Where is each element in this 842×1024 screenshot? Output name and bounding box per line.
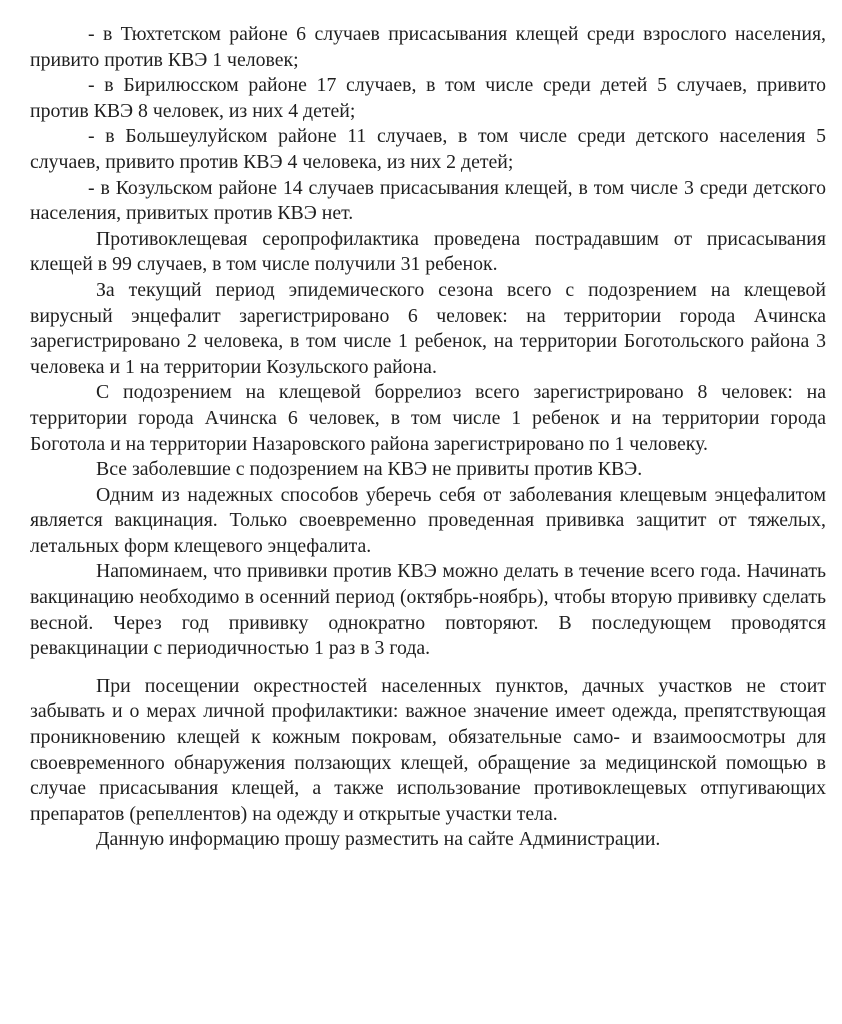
paragraph-vaccination-importance: Одним из надежных способов уберечь себя от заболевания клещевым энцефалитом является вакцинация. Только своевременно проведенная прививка защитит от тяжелых, летальных форм клещевого энцефалита. bbox=[30, 483, 826, 557]
paragraph-vaccination-schedule: Напоминаем, что прививки против КВЭ можно делать в течение всего года. Начинать вакцинацию необходимо в осенний период (октябрь-ноябрь), чтобы вторую прививку сделать весной. Через год прививку однократно повторяют. В последующем проводятся ревакцинации с периодичностью 1 раз в 3 года. bbox=[30, 560, 826, 660]
paragraph-not-vaccinated: Все заболевшие с подозрением на КВЭ не привиты против КВЭ. bbox=[96, 458, 643, 481]
paragraph-bolsheuluy-district: - в Большеулуйском районе 11 случаев, в том числе среди детского населения 5 случаев, привито против КВЭ 4 человека, из них 2 детей; bbox=[30, 125, 826, 173]
paragraph-personal-prevention: При посещении окрестностей населенных пунктов, дачных участков не стоит забывать и о мерах личной профилактики: важное значение имеет одежда, препятствующая проникновению клещей к кожным покровам, обязательные само- и взаимоосмотры для своевременного обнаружения ползающих клещей, обращение за медицинской помощью в случае присасывания клещей, а также использование противоклещевых отпугивающих препаратов (репеллентов) на одежду и открытые участки тела. bbox=[30, 674, 826, 825]
paragraph-tyukhtet-district: - в Тюхтетском районе 6 случаев присасывания клещей среди взрослого населения, привито против КВЭ 1 человек; bbox=[30, 23, 826, 71]
paragraph-borreliosis-cases: С подозрением на клещевой боррелиоз всего зарегистрировано 8 человек: на территории города Ачинска 6 человек, в том числе 1 ребенок и на территории города Боготола и на территории Назаровского района зарегистрировано по 1 человеку. bbox=[30, 381, 826, 455]
paragraph-tick-encephalitis-cases: За текущий период эпидемического сезона всего с подозрением на клещевой вирусный энцефалит зарегистрировано 6 человек: на территории города Ачинска зарегистрировано 2 человека, в том числе 1 ребенок, на территории Боготольского района 3 человека и 1 на территории Козульского района. bbox=[30, 278, 826, 378]
paragraph-seroprophylaxis: Противоклещевая серопрофилактика проведена пострадавшим от присасывания клещей в 99 случаев, в том числе получили 31 ребенок. bbox=[30, 227, 826, 276]
paragraph-birilyussy-district: - в Бирилюсском районе 17 случаев, в том числе среди детей 5 случаев, привито против КВЭ 8 человек, из них 4 детей; bbox=[30, 74, 826, 122]
paragraph-kozulka-district: - в Козульском районе 14 случаев присасывания клещей, в том числе 3 среди детского населения, привитых против КВЭ нет. bbox=[30, 176, 826, 225]
paragraph-gap bbox=[30, 662, 826, 674]
document-page bbox=[30, 22, 826, 853]
paragraph-closing-request: Данную информацию прошу разместить на сайте Администрации. bbox=[96, 828, 661, 851]
